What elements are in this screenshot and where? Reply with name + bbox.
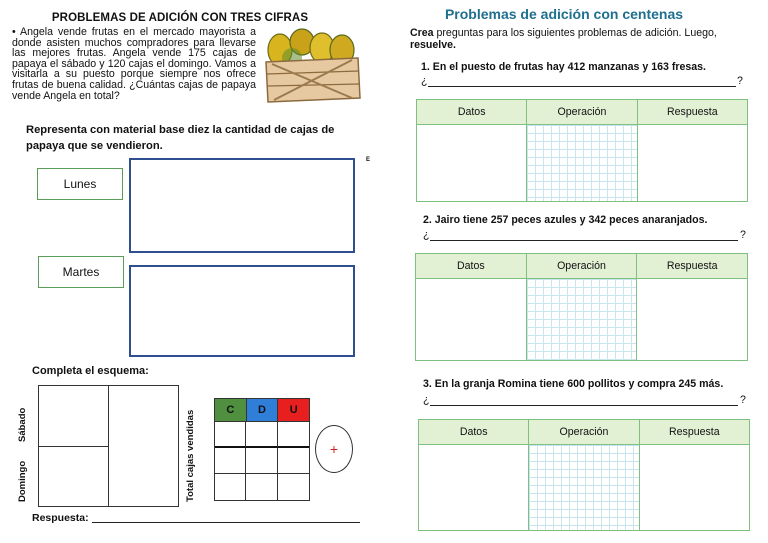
- header-datos: Datos: [416, 254, 527, 278]
- pv-cell[interactable]: [246, 422, 277, 448]
- problem-3-table: [418, 419, 750, 531]
- completa-heading: Completa el esquema:: [32, 365, 149, 377]
- operacion-grid[interactable]: [527, 125, 637, 201]
- question-open-3: ¿: [423, 394, 430, 406]
- instr-bold: Crea: [410, 27, 434, 39]
- papaya-crate-image: [262, 28, 362, 104]
- pv-cell[interactable]: [215, 422, 246, 448]
- place-value-table: [214, 398, 310, 500]
- operacion-grid[interactable]: [529, 445, 639, 530]
- header-operacion: Operación: [529, 420, 639, 444]
- right-page-title: Problemas de adición con centenas: [444, 6, 684, 22]
- day-label-lunes: Lunes: [37, 168, 123, 200]
- place-value-d: D: [247, 398, 279, 422]
- domingo-label: Domingo: [17, 460, 28, 502]
- day-label-martes: Martes: [38, 256, 124, 288]
- respuesta-cell[interactable]: [637, 279, 747, 360]
- header-datos: Datos: [419, 420, 529, 444]
- datos-cell[interactable]: [419, 445, 529, 530]
- total-cajas-label: Total cajas vendidas: [185, 409, 196, 502]
- pv-cell[interactable]: [278, 448, 309, 474]
- datos-cell[interactable]: [416, 279, 527, 360]
- lunes-answer-box[interactable]: [129, 158, 355, 253]
- scheme-box[interactable]: [38, 385, 179, 507]
- question-line-2[interactable]: [430, 240, 738, 241]
- left-page-title: PROBLEMAS DE ADICIÓN CON TRES CIFRAS: [51, 12, 309, 24]
- represent-instruction: Representa con material base diez la cantidad de cajas de papaya que se vendieron.: [26, 124, 335, 152]
- pv-cell[interactable]: [246, 474, 277, 500]
- operacion-grid[interactable]: [527, 279, 638, 360]
- respuesta-cell[interactable]: [640, 445, 749, 530]
- instructions: [410, 27, 740, 51]
- pv-cell[interactable]: [215, 448, 246, 474]
- header-respuesta: Respuesta: [666, 106, 718, 118]
- header-datos: Datos: [417, 100, 527, 124]
- sabado-label: Sábado: [17, 407, 28, 442]
- martes-answer-box[interactable]: [129, 265, 355, 357]
- datos-cell[interactable]: [417, 125, 527, 201]
- problem-3-text: 3. En la granja Romina tiene 600 pollitos y compra 245 más.: [423, 378, 724, 390]
- problem-2-table: [415, 253, 748, 361]
- respuesta-label: Respuesta:: [32, 512, 89, 524]
- pv-cell[interactable]: [278, 422, 309, 448]
- place-value-c: C: [214, 398, 247, 422]
- pv-cell[interactable]: [215, 474, 246, 500]
- question-open-1: ¿: [421, 75, 428, 87]
- problem-1-text: 1. En el puesto de frutas hay 412 manzanas y 163 fresas.: [421, 61, 706, 73]
- header-respuesta: Respuesta: [668, 426, 720, 438]
- problem-2-text: 2. Jairo tiene 257 peces azules y 342 peces anaranjados.: [423, 214, 708, 226]
- instr-bold2: resuelve.: [410, 39, 456, 51]
- pv-cell[interactable]: [278, 474, 309, 500]
- problem-intro-text: • Angela vende frutas en el mercado mayorista a donde asisten muchos compradores para llevarse las mejores frutas. Angela vende 175 cajas de papaya el sábado y 120 cajas el domingo. Vamos a visitarla a su puesto porque siempre nos ofrece frutas de buena calidad. ¿Cuántas cajas de papaya vende Angela en total?: [12, 26, 256, 102]
- instr-rest: preguntas para los siguientes problemas de adición. Luego,: [433, 27, 717, 39]
- question-open-2: ¿: [423, 229, 430, 241]
- stray-mark: E: [366, 157, 371, 163]
- plus-circle: +: [315, 425, 353, 473]
- problem-1-table: [416, 99, 748, 202]
- place-value-u: U: [278, 398, 310, 422]
- question-close-1: ?: [737, 75, 743, 87]
- scheme-divider-horizontal: [39, 446, 108, 447]
- header-operacion: Operación: [527, 254, 638, 278]
- pv-cell[interactable]: [246, 448, 277, 474]
- respuesta-line[interactable]: [92, 522, 360, 523]
- question-line-1[interactable]: [428, 86, 736, 87]
- header-operacion: Operación: [527, 100, 637, 124]
- respuesta-cell[interactable]: [638, 125, 747, 201]
- question-close-3: ?: [740, 394, 746, 406]
- header-respuesta: Respuesta: [666, 260, 718, 272]
- scheme-divider-vertical: [108, 386, 109, 506]
- question-close-2: ?: [740, 229, 746, 241]
- question-line-3[interactable]: [430, 405, 738, 406]
